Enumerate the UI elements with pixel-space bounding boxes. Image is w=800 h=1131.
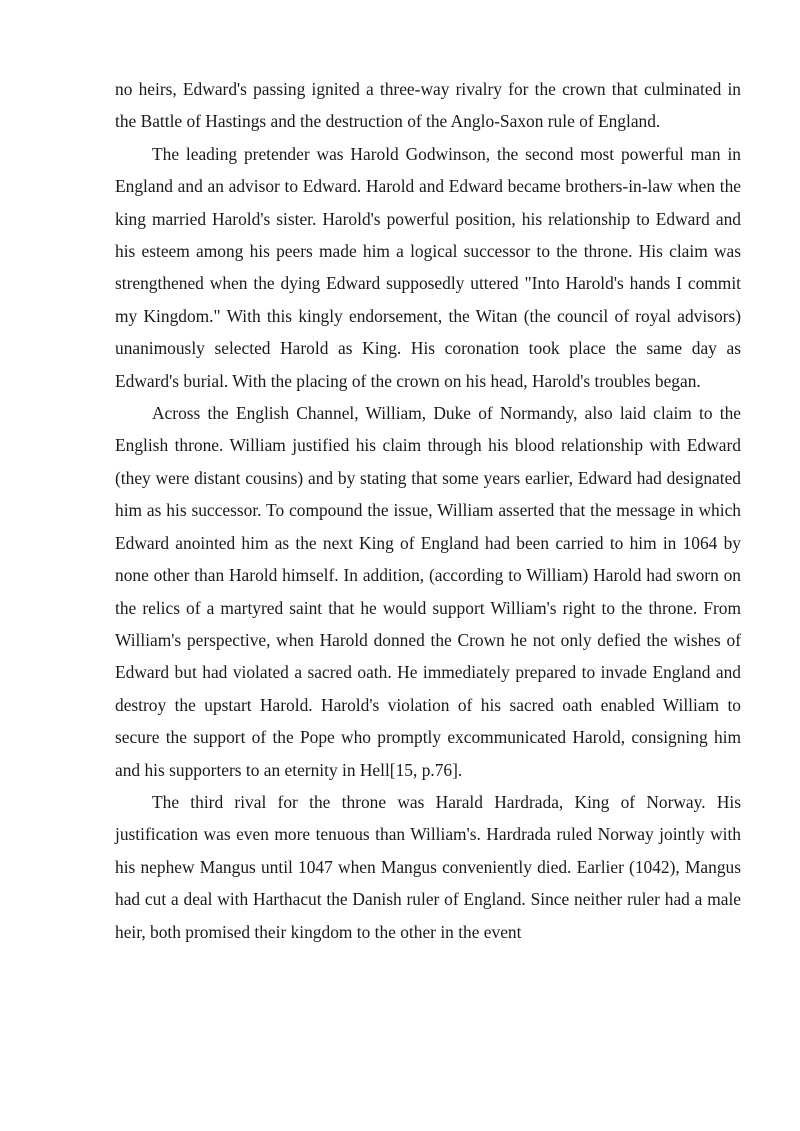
paragraph-continuation: no heirs, Edward's passing ignited a three-way rivalry for the crown that culminated in the Battle of Hastings and the destruction of the Anglo-Saxon rule of England. xyxy=(115,79,741,132)
paragraph-william: Across the English Channel, William, Duke of Normandy, also laid claim to the English throne. William justified his claim through his blood relationship with Edward (they were distant cousins) and by stating that some years earlier, Edward had designated him as his successor. To compound the issue, William asserted that the message in which Edward anointed him as the next King of England had been carried to him in 1064 by none other than Harold himself. In addition, (according to William) Harold had sworn on the relics of a martyred saint that he would support William's right to the throne. From William's perspective, when Harold donned the Crown he not only defied the wishes of Edward but had violated a sacred oath. He immediately prepared to invade England and destroy the upstart Harold. Harold's violation of his sacred oath enabled William to secure the support of the Pope who promptly excommunicated Harold, consigning him and his supporters to an eternity in Hell[15, p.76]. xyxy=(115,403,741,780)
paragraph-harold: The leading pretender was Harold Godwinson, the second most powerful man in England and an advisor to Edward. Harold and Edward became brothers-in-law when the king married Harold's sister. Harold's powerful position, his relationship to Edward and his esteem among his peers made him a logical successor to the throne. His claim was strengthened when the dying Edward supposedly uttered "Into Harold's hands I commit my Kingdom." With this kingly endorsement, the Witan (the council of royal advisors) unanimously selected Harold as King. His coronation took place the same day as Edward's burial. With the placing of the crown on his head, Harold's troubles began. xyxy=(115,143,741,391)
paragraph-hardrada: The third rival for the throne was Harald Hardrada, King of Norway. His justification was even more tenuous than William's. Hardrada ruled Norway jointly with his nephew Mangus until 1047 when Mangus conveniently died. Earlier (1042), Mangus had cut a deal with Harthacut the Danish ruler of England. Since neither ruler had a male heir, both promised their kingdom to the other in the event xyxy=(115,791,741,942)
body-text xyxy=(115,73,741,948)
